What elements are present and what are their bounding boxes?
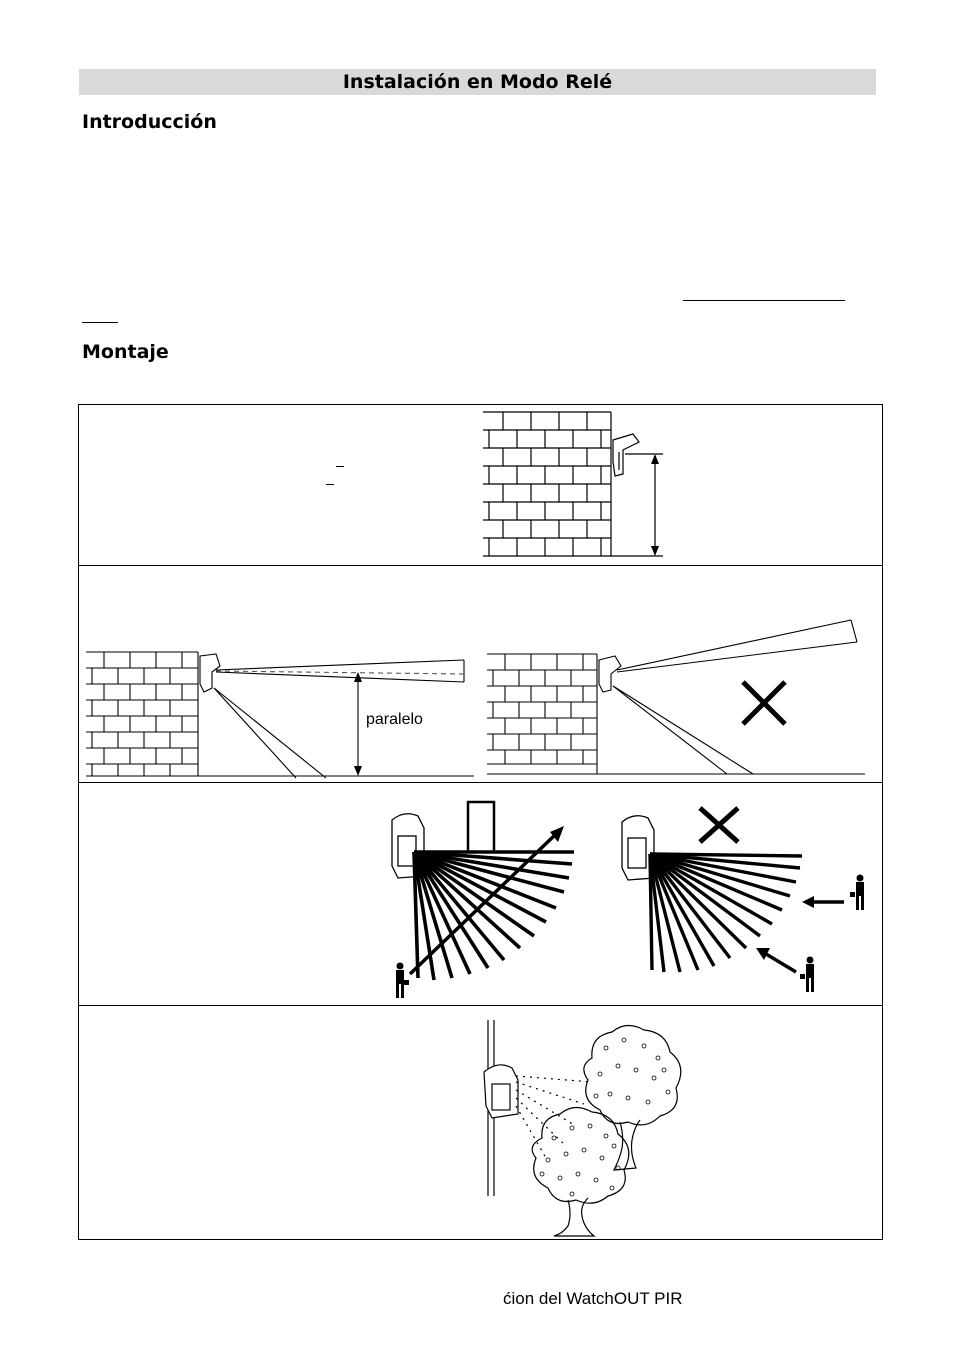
tilted-beam-incorrect-figure xyxy=(487,614,867,778)
row-divider xyxy=(79,782,882,783)
dash-mark xyxy=(336,466,344,467)
montaje-heading: Montaje xyxy=(82,341,169,363)
row-divider xyxy=(79,565,882,566)
underline-mark xyxy=(683,300,845,301)
fan-pattern-cross-walk-figure xyxy=(384,796,584,1006)
wall-height-figure xyxy=(483,410,673,560)
dash-mark xyxy=(326,484,334,485)
intro-heading: Introducción xyxy=(82,111,217,133)
footer-text: ćion del WatchOUT PIR xyxy=(503,1289,683,1308)
parallel-label: paralelo xyxy=(366,711,423,728)
fan-pattern-direct-walk-figure xyxy=(616,800,872,1000)
section-title-bar xyxy=(79,69,876,95)
underline-mark xyxy=(82,322,118,323)
parallel-beam-correct-figure xyxy=(86,648,478,782)
trees-obstruction-figure xyxy=(476,1018,696,1240)
page-title: Instalación en Modo Relé xyxy=(342,71,613,93)
